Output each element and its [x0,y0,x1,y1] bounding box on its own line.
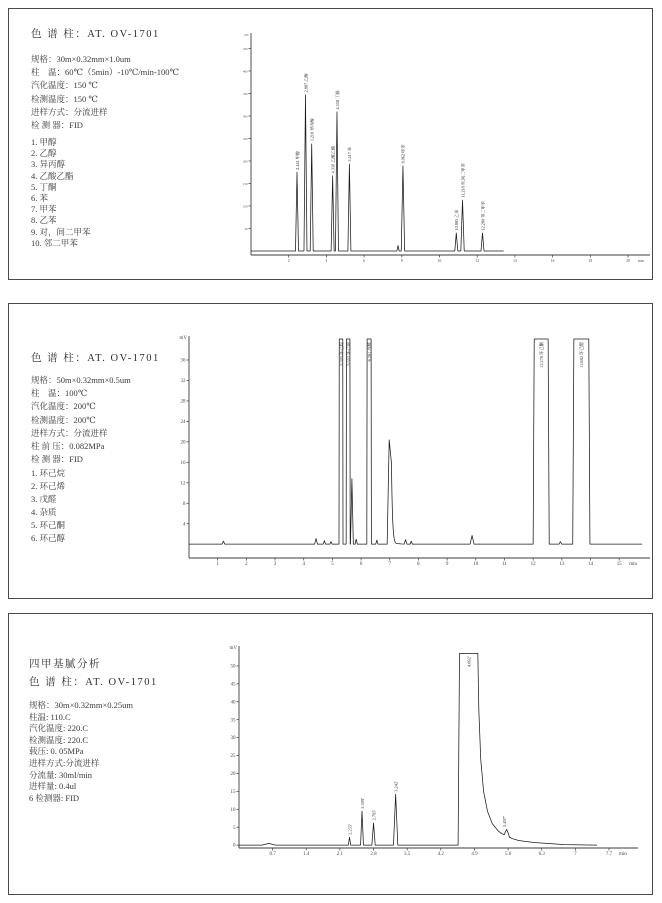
panel-title: 色 谱 柱：AT. OV-1701 [29,677,158,688]
x-tick-label: 7.7 [605,852,613,857]
x-tick-label: 9 [445,562,449,567]
x-tick-label: 2 [245,562,248,567]
y-tick-label: 32 [180,379,186,385]
spec-line: 载压: 0. 05MPa [29,746,84,757]
y-tick-label: 40 [230,700,236,706]
spec-line: 进样方式：分流进样 [31,427,108,438]
spec-line: 汽化温度：150 ℃ [31,80,98,91]
y-tick-label: 16 [180,460,186,466]
y-tick-label: 450 [243,47,248,52]
compound-item: 7. 甲苯 [31,204,57,215]
compound-item: 4. 杂质 [31,507,57,517]
y-tick-label: 5 [233,825,236,831]
spec-line: 规格：30m×0.32mm×0.25um [29,700,134,710]
spec-line: 检测温度: 220.C [29,734,89,745]
y-tick-label: 36 [180,358,186,364]
compound-item: 5. 丁酮 [31,181,57,192]
x-tick-label: 20 [626,259,630,263]
x-tick-label: 1 [216,562,219,567]
spec-line: 柱 温：100℃ [31,388,88,399]
y-tick-label: 20 [230,772,236,778]
x-tick-label: 18 [588,259,593,263]
y-axis-unit: mV [229,646,237,651]
x-tick-label: 4.2 [437,852,444,857]
x-tick-label: 13 [559,562,565,567]
spec-line: 汽化温度：200℃ [31,401,96,412]
x-tick-label: 3 [273,562,277,567]
y-tick-label: 100 [243,204,248,209]
y-tick-label: 45 [230,682,236,688]
y-axis-unit: mV [244,33,249,37]
x-axis-unit: min [638,259,644,263]
chromatogram-plot-2 [177,332,651,572]
compound-item: 3. 异丙醇 [31,159,66,170]
peak-label: 4.692' [466,656,472,668]
spec-list [29,700,133,804]
x-tick-label: 10 [473,562,479,567]
y-tick-label: 30 [230,736,236,742]
peak-label: 8.062 甲苯 [400,144,406,164]
x-tick-label: 10 [437,259,442,263]
y-tick-label: 400 [243,69,248,74]
compound-item: 9. 对，间二甲苯 [31,226,91,237]
spec-line: 检测温度：200℃ [31,414,96,425]
y-tick-label: 4 [183,522,186,528]
x-tick-label: 14 [513,259,517,263]
spec-list [31,53,179,132]
x-tick-label: 8 [400,259,403,263]
x-tick-label: 5.6 [504,852,512,857]
y-tick-label: 25 [230,754,236,760]
compound-item: 3. 戊醛 [31,494,57,504]
panel-chromatogram-1 [8,8,653,280]
peak-label: 10.885 乙苯 [454,209,460,231]
x-tick-label: 2.8 [370,852,377,857]
x-tick-label: 4 [302,562,305,567]
y-tick-label: 20 [180,440,186,446]
compound-item: 5. 环己酮 [31,520,66,530]
chromatogram-trace [239,653,597,845]
y-tick-label: 12 [180,481,186,487]
peak-label: 6.281 戊醛 [366,342,372,362]
y-tick-label: 35 [230,718,236,724]
spec-line: 柱 前 压：0.082MPa [31,441,105,452]
compound-item: 2. 环己烯 [31,481,66,491]
x-tick-label: 11 [502,562,507,567]
spec-line: 检 测 器：FID [31,120,83,131]
x-tick-label: 16 [550,259,555,263]
spec-line: 分流量: 30ml/min [29,769,93,780]
x-tick-label: 2.1 [336,852,344,857]
y-tick-label: 50 [230,664,236,670]
y-axis-unit: mV [179,336,187,341]
x-tick-label: 14 [588,562,594,567]
x-axis-unit: min [629,562,637,567]
compound-item: 4. 乙酸乙酯 [31,170,74,181]
spec-line: 检 测 器：FID [31,454,83,465]
compound-item: 1. 甲醇 [31,137,57,147]
x-tick-label: 4.9 [471,852,478,857]
peak-label: 2.441 甲醇 [294,150,300,170]
spec-line: 进样方式：分流进样 [31,106,108,117]
x-tick-label: 12 [530,562,536,567]
x-tick-label: 4 [325,259,328,263]
y-tick-label: 0 [233,843,236,849]
x-tick-label: 7 [574,852,577,857]
y-tick-label: 15 [230,789,236,795]
peak-label: 13.682 环己醇 [579,342,585,368]
y-tick-label: 150 [243,182,248,187]
peak-label: 12.278 环己酮 [538,342,544,368]
compound-item: 2. 乙醇 [31,148,57,159]
panel-chromatogram-2 [8,303,653,599]
y-tick-label: 24 [180,419,186,425]
x-tick-label: 6 [359,562,363,567]
compound-item: 6. 苯 [31,193,49,204]
panel-title: 色 谱 柱：AT. OV-1701 [31,29,160,40]
peak-label: 4.558 丁酮 [334,90,340,110]
y-tick-label: 10 [230,807,236,813]
peak-label: 2.509' [359,797,365,809]
x-tick-label: 12 [475,259,480,263]
y-tick-label: 250 [243,137,248,142]
compound-list [31,137,91,249]
x-tick-label: 0.7 [269,852,276,857]
analysis-title: 四甲基腻分析 [29,659,101,670]
peak-label: 2.795' [371,809,377,821]
peak-label: 2.255' [347,824,353,835]
y-tick-label: 350 [243,92,248,97]
x-tick-label: 7 [388,562,392,567]
x-tick-label: 6.3 [538,852,545,857]
chromatogram-plot-3 [227,642,639,862]
x-tick-label: 5 [331,562,334,567]
peak-label: 5.497' [502,816,508,827]
peak-label: 11.218 对,间二甲苯 [460,163,466,198]
x-tick-label: 3.5 [404,852,411,857]
x-axis-unit: min [618,852,627,857]
spec-line: 进样方式:分流进样 [29,757,100,768]
peak-label: 2.887 乙醇 [303,73,309,93]
compound-item: 1. 环己烷 [31,468,66,478]
spec-line: 柱温: 110.C [29,711,71,722]
y-tick-label: 8 [183,501,186,507]
panel-title: 色 谱 柱：AT. OV-1701 [31,353,160,364]
y-tick-label: 28 [180,399,186,405]
compound-list [31,467,65,545]
y-tick-label: 300 [243,114,248,119]
chromatogram-trace [251,95,504,251]
spec-line: 进样量: 0.4ul [29,781,77,792]
chromatogram-trace [189,339,642,544]
y-tick-label: 50 [244,227,248,232]
spec-line: 规格：30m×0.32mm×1.0um [31,54,131,64]
compound-item: 6. 环己醇 [31,533,66,543]
peak-label: 4.330 乙酸乙酯 [330,146,336,174]
x-tick-label: 1.4 [303,852,310,857]
x-tick-label: 15 [616,562,622,567]
x-tick-label: 8 [417,562,420,567]
spec-line: 检测温度：150 ℃ [31,93,98,104]
spec-line: 规格：50m×0.32mm×0.5um [31,375,131,385]
spec-line: 6 检测器: FID [29,792,80,803]
peak-label: 3.242' [393,781,399,792]
compound-item: 8. 乙苯 [31,215,57,226]
peak-label: 3.218 异丙醇 [309,118,315,142]
peak-label: 5.305 环己烷 [338,342,344,366]
peak-label: 12.280 邻二甲苯 [480,201,486,231]
x-tick-label: 2 [287,259,290,263]
spec-line: 柱 温：60℃（5min）-10℃/min-100℃ [31,67,179,78]
spec-list [31,374,131,466]
peak-label: 5.553 环己烯 [345,342,351,366]
spec-line: 汽化温度: 220.C [29,723,89,734]
y-tick-label: 200 [243,159,248,164]
panel-chromatogram-3 [8,613,653,895]
peak-label: 5.217 苯 [347,146,353,162]
x-tick-label: 6 [363,259,366,263]
compound-item: 10. 邻二甲苯 [31,237,78,248]
chromatogram-plot-1 [239,29,651,269]
